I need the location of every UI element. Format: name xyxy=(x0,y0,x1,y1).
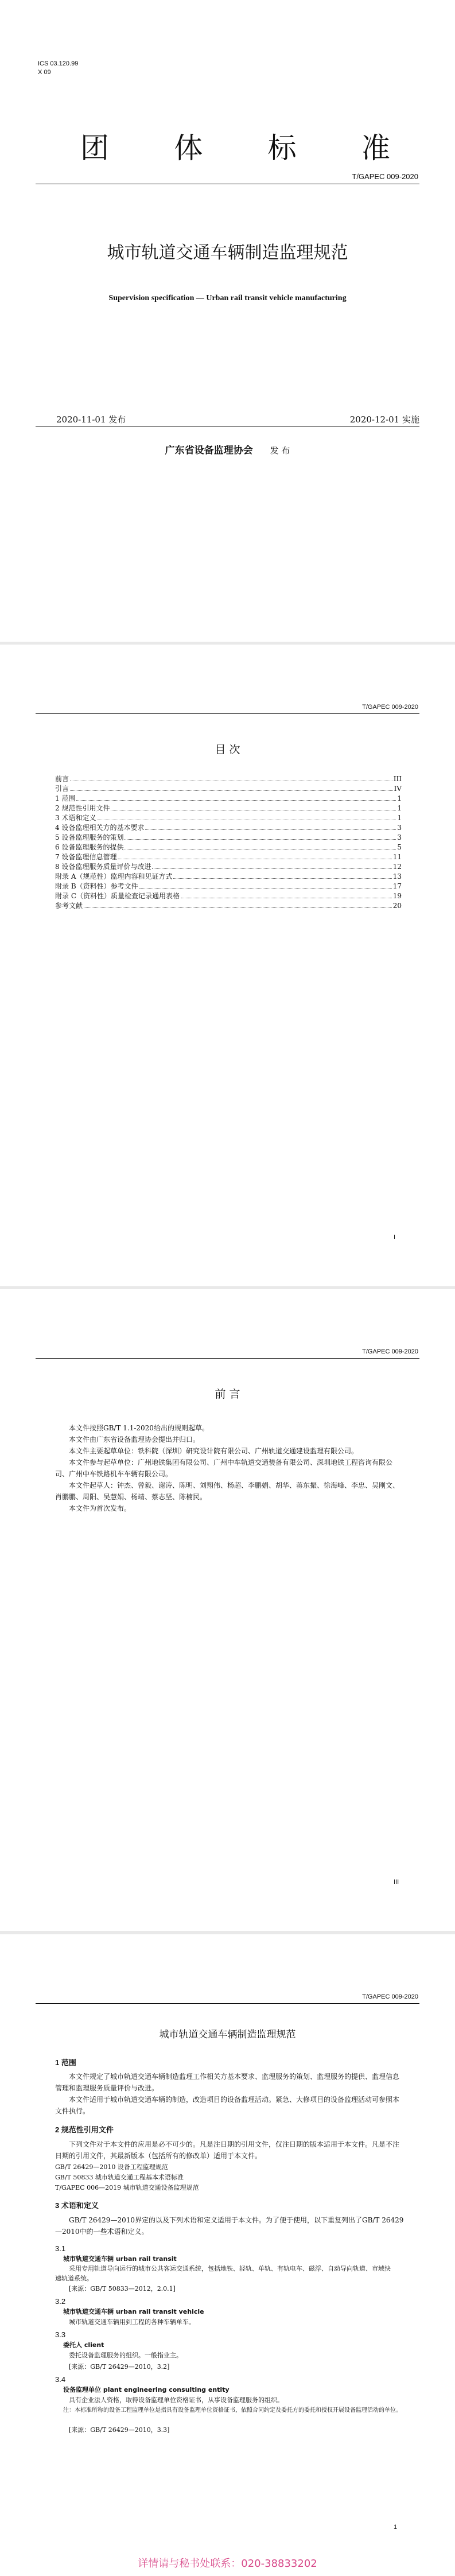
toc-item[interactable] xyxy=(55,891,402,901)
toc-leader xyxy=(70,784,393,791)
toc-leader xyxy=(70,774,392,781)
header-rule xyxy=(36,2003,419,2004)
term-definition: 采用专用轨道导向运行的城市公共客运交通系统，包括地铁、轻轨、单轨、有轨电车、磁浮、自动导向轨道、市域快速轨道系统。 xyxy=(55,2265,391,2282)
toc-item-page: 3 xyxy=(397,833,402,841)
toc-title: 目 次 xyxy=(215,743,240,756)
toc-item-page: 3 xyxy=(397,824,402,832)
toc-item[interactable] xyxy=(55,862,402,871)
section-heading: 3 术语和定义 xyxy=(55,2201,99,2210)
toc-item[interactable] xyxy=(55,774,402,783)
toc-leader xyxy=(181,891,392,898)
toc-page xyxy=(0,645,455,1286)
toc-item[interactable] xyxy=(55,784,402,793)
toc-leader xyxy=(152,862,391,869)
toc-item[interactable] xyxy=(55,882,402,891)
toc-item-title: 附录 C（资料性）质量检查记录通用表格 xyxy=(55,892,180,900)
standard-heading xyxy=(80,125,390,166)
toc-item-page: 1 xyxy=(397,794,402,802)
toc-item[interactable] xyxy=(55,843,402,852)
toc-item-page: 13 xyxy=(392,872,402,880)
foreword-paragraph: 本文件主要起草单位：铁科院（深圳）研究设计院有限公司、广州轨道交通建设监理有限公司。 xyxy=(69,1447,359,1455)
term-source: [来源：GB/T 26429—2010，3.2] xyxy=(69,2363,170,2371)
toc-item-page: 20 xyxy=(392,902,402,910)
toc-item-page: 1 xyxy=(397,814,402,822)
header-code: T/GAPEC 009-2020 xyxy=(362,704,418,711)
toc-item-title: 6 设备监理服务的提供 xyxy=(55,843,124,851)
reference-item: GB/T 50833 城市轨道交通工程基本术语标准 xyxy=(55,2174,184,2181)
title-en: Supervision specification — Urban rail transit vehicle manufacturing xyxy=(108,294,347,302)
foreword-title: 前 言 xyxy=(215,1388,240,1400)
toc-item-title: 参考文献 xyxy=(55,902,83,910)
heading-char: 体 xyxy=(174,131,203,165)
section-heading: 1 范围 xyxy=(55,2058,76,2067)
toc-item-page: 12 xyxy=(392,863,402,871)
toc-item[interactable] xyxy=(55,823,402,832)
term-source: [来源：GB/T 26429—2010，3.3] xyxy=(69,2426,170,2434)
term-definition: 委托设备监理服务的组织。一般指业主。 xyxy=(69,2352,182,2359)
toc-item[interactable] xyxy=(55,813,402,823)
ics-code: ICS 03.120.99 xyxy=(38,60,79,67)
title-cn: 城市轨道交通车辆制造监理规范 xyxy=(107,243,348,263)
toc-item[interactable] xyxy=(55,872,402,881)
toc-leader xyxy=(125,833,396,840)
foreword-page xyxy=(0,1289,455,1931)
header-code: T/GAPEC 009-2020 xyxy=(362,1993,418,2000)
toc-item[interactable] xyxy=(55,852,402,862)
toc-leader xyxy=(97,813,396,820)
term-number: 3.1 xyxy=(55,2244,66,2253)
toc-item-title: 1 范围 xyxy=(55,794,76,802)
standard-code: T/GAPEC 009-2020 xyxy=(352,172,418,181)
foreword-paragraph: 本文件按照GB/T 1.1-2020给出的规则起草。 xyxy=(69,1424,209,1432)
term-title: 委托人 client xyxy=(63,2341,104,2349)
toc-item-page: 1 xyxy=(397,804,402,812)
toc-item-page: 5 xyxy=(397,843,402,851)
publish-date: 2020-11-01 发布 xyxy=(56,414,126,425)
toc-leader xyxy=(111,804,396,810)
toc-item[interactable] xyxy=(55,794,402,803)
toc-item-title: 附录 A（规范性）监理内容和见证方式 xyxy=(55,872,173,880)
toc-item[interactable] xyxy=(55,804,402,813)
toc-leader xyxy=(139,882,392,889)
heading-char: 团 xyxy=(80,131,109,165)
heading-char: 标 xyxy=(267,131,297,165)
term-title: 城市轨道交通车辆 urban rail transit xyxy=(63,2255,177,2263)
publisher-name: 广东省设备监理协会 xyxy=(165,445,253,456)
toc-item-page: 17 xyxy=(392,882,402,890)
toc-leader xyxy=(145,823,396,830)
cover-page xyxy=(0,0,455,642)
heading-char: 准 xyxy=(361,131,390,165)
toc-item[interactable] xyxy=(55,901,402,910)
reference-item: T/GAPEC 006—2019 城市轨道交通设备监理规范 xyxy=(55,2184,199,2191)
header-rule xyxy=(36,713,419,714)
toc-item-title: 7 设备监理信息管理 xyxy=(55,853,117,861)
toc-item-title: 附录 B（资料性）参考文件 xyxy=(55,882,138,890)
page-number: I xyxy=(394,1234,396,1241)
term-note: 注：本标准所称的设备工程监理单位是指具有设备监理单位资格证书，依照合同约定及委托方的委托和授权开展设备监理活动的单位。 xyxy=(63,2407,402,2414)
section-heading: 2 规范性引用文件 xyxy=(55,2125,114,2134)
body-paragraph: GB/T 26429—2010界定的以及下列术语和定义适用于本文件。为了便于使用，以下重复列出了GB/T 26429—2010中的一些术语和定义。 xyxy=(55,2216,404,2236)
toc-item-page: 19 xyxy=(392,892,402,900)
header-rule xyxy=(36,1358,419,1359)
header-code: T/GAPEC 009-2020 xyxy=(362,1348,418,1355)
toc-leader xyxy=(125,843,396,849)
toc-item-title: 4 设备监理相关方的基本要求 xyxy=(55,824,145,832)
toc-item[interactable] xyxy=(55,833,402,842)
toc-item-page: IV xyxy=(394,785,402,793)
implement-date: 2020-12-01 实施 xyxy=(349,414,419,425)
toc-item-page: 11 xyxy=(392,853,402,861)
term-title: 设备监理单位 plant engineering consulting entity xyxy=(63,2386,230,2393)
toc-item-title: 引言 xyxy=(55,785,69,793)
term-title: 城市轨道交通车辆 urban rail transit vehicle xyxy=(63,2308,204,2315)
ccs-code: X 09 xyxy=(38,69,51,76)
term-source: [来源：GB/T 50833—2012，2.0.1] xyxy=(69,2285,176,2292)
toc-item-page: III xyxy=(393,775,402,783)
page-number: III xyxy=(394,1879,399,1886)
foreword-paragraph: 本文件为首次发布。 xyxy=(69,1504,131,1512)
body-page xyxy=(0,1934,455,2576)
page-number: 1 xyxy=(394,2524,398,2531)
toc-leader xyxy=(76,794,396,801)
body-paragraph: 下列文件对于本文件的应用是必不可少的。凡是注日期的引用文件，仅注日期的版本适用于本文件。凡是不注日期的引用文件，其最新版本（包括所有的修改单）适用于本文件。 xyxy=(55,2140,400,2160)
body-title: 城市轨道交通车辆制造监理规范 xyxy=(159,2029,296,2040)
term-number: 3.2 xyxy=(55,2297,66,2306)
publisher-suffix: 发 布 xyxy=(270,445,290,456)
term-definition: 城市轨道交通车辆用到工程的各种车辆单车。 xyxy=(69,2318,195,2326)
body-paragraph: 本文件适用于城市轨道交通车辆的制造，改造项目的设备监理活动。紧急、大修项目的设备监理活动可参照本文件执行。 xyxy=(55,2096,400,2115)
toc-item-title: 前言 xyxy=(55,775,69,783)
toc-leader xyxy=(84,901,392,908)
term-number: 3.3 xyxy=(55,2330,66,2339)
toc-leader xyxy=(118,852,391,859)
foreword-paragraph: 本文件由广东省设备监理协会提出并归口。 xyxy=(69,1436,200,1444)
term-number: 3.4 xyxy=(55,2375,66,2384)
term-definition: 具有企业法人资格，取得设备监理单位资格证书，从事设备监理服务的组织。 xyxy=(69,2396,283,2404)
toc-item-title: 5 设备监理服务的策划 xyxy=(55,833,124,841)
reference-item: GB/T 26429—2010 设备工程监理规范 xyxy=(55,2163,168,2171)
toc-item-title: 8 设备监理服务质量评价与改进 xyxy=(55,863,151,871)
foreword-paragraph: 本文件参与起草单位：广州地铁集团有限公司、广州中车轨道交通装备有限公司、深圳地铁工程咨询有限公司、广州中车铁路机车车辆有限公司。 xyxy=(55,1458,393,1478)
body-paragraph: 本文件规定了城市轨道交通车辆制造监理工作相关方基本要求、监理服务的策划、监理服务的提供、监理信息管理和监理服务质量评价与改进。 xyxy=(55,2073,400,2092)
publisher xyxy=(0,442,455,456)
contact-footer: 详情请与秘书处联系：020-38833202 xyxy=(138,2558,317,2570)
toc-leader xyxy=(173,872,391,879)
toc-item-title: 3 术语和定义 xyxy=(55,814,96,822)
foreword-paragraph: 本文件起草人：钟杰、曾毅、谢涛、陈明、刘翔伟、杨超、李鹏娟、胡华、蒋东振、徐海峰、李忠、吴刚文、肖鹏鹏、周阳、吴慧娟、杨靖、蔡志坚、陈楠民。 xyxy=(55,1481,400,1501)
toc-item-title: 2 规范性引用文件 xyxy=(55,804,110,812)
